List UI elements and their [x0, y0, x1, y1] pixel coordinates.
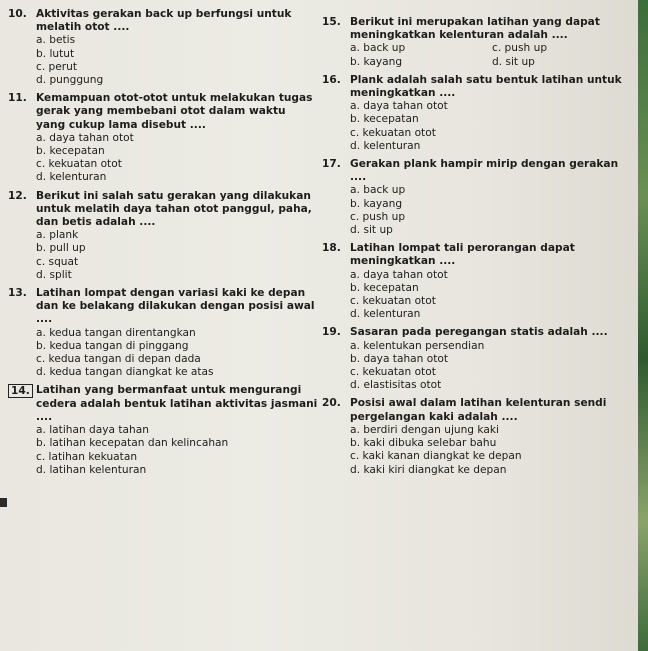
options-row — [322, 56, 634, 69]
question-19 — [322, 326, 634, 392]
question-text: Posisi awal dalam latihan kelenturan sendi pergelangan kaki adalah .... — [350, 397, 607, 423]
option-b[interactable]: b. lutut — [36, 47, 75, 60]
option-b[interactable]: b. kedua tangan di pinggang — [36, 339, 189, 352]
right-column — [322, 16, 634, 482]
question-text: Latihan lompat dengan variasi kaki ke depan dan ke belakang dilakukan dengan posisi awal .... — [36, 287, 315, 326]
option-c[interactable]: c. kedua tangan di depan dada — [36, 353, 201, 366]
question-text: Aktivitas gerakan back up berfungsi untuk melatih otot .... — [36, 8, 292, 34]
option-b[interactable]: b. kecepatan — [36, 145, 105, 158]
option-a[interactable]: a. daya tahan otot — [36, 131, 134, 144]
question-text: Plank adalah salah satu bentuk latihan untuk meningkatkan .... — [350, 73, 622, 100]
question-11 — [8, 92, 318, 184]
question-number: 10. — [8, 8, 27, 20]
option-d[interactable]: d. sit up — [492, 55, 535, 68]
question-text: Latihan lompat tali perorangan dapat meningkatkan .... — [350, 242, 575, 268]
option-b[interactable]: b. kaki dibuka selebar bahu — [350, 437, 497, 450]
option-b[interactable]: b. daya tahan otot — [350, 352, 449, 365]
question-number: 12. — [8, 189, 27, 202]
question-13 — [8, 287, 318, 379]
question-20 — [322, 397, 634, 476]
margin-mark — [0, 498, 7, 507]
option-d[interactable]: d. kedua tangan diangkat ke atas — [36, 366, 214, 379]
question-text: Latihan yang bermanfaat untuk mengurangi cedera adalah bentuk latihan aktivitas jasmani .... — [36, 384, 318, 423]
option-c[interactable]: c. squat — [36, 255, 79, 268]
option-c[interactable]: c. perut — [36, 60, 78, 73]
option-c[interactable]: c. kekuatan otot — [350, 126, 436, 139]
option-b[interactable]: b. kecepatan — [350, 113, 419, 126]
option-b[interactable]: b. kecepatan — [350, 281, 419, 294]
question-number: 11. — [8, 92, 27, 105]
option-c[interactable]: c. kekuatan otot — [350, 366, 436, 379]
question-16 — [322, 74, 634, 153]
option-a[interactable]: a. plank — [36, 229, 79, 242]
question-number: 13. — [8, 287, 27, 300]
option-d[interactable]: d. kelenturan — [350, 308, 421, 321]
question-12 — [8, 190, 318, 282]
option-a[interactable]: a. back up — [350, 42, 406, 55]
option-d[interactable]: d. latihan kelenturan — [36, 463, 147, 476]
option-b[interactable]: b. pull up — [36, 242, 86, 255]
question-text: Kemampuan otot-otot untuk melakukan tugas gerak yang membebani otot dalam waktu yang cukup lama disebut .... — [36, 92, 313, 131]
option-a[interactable]: a. kedua tangan direntangkan — [36, 326, 196, 339]
option-d[interactable]: d. kaki kiri diangkat ke depan — [350, 463, 507, 476]
question-text: Gerakan plank hampir mirip dengan gerakan .... — [350, 158, 619, 184]
option-c[interactable]: c. push up — [492, 42, 548, 55]
question-text: Sasaran pada peregangan statis adalah .... — [350, 326, 608, 339]
question-17 — [322, 158, 634, 237]
question-14 — [8, 384, 318, 476]
option-a[interactable]: a. daya tahan otot — [350, 268, 448, 281]
option-a[interactable]: a. betis — [36, 34, 76, 47]
left-column — [8, 8, 318, 482]
option-a[interactable]: a. latihan daya tahan — [36, 424, 149, 437]
options-row — [322, 42, 634, 55]
question-number: 15. — [322, 16, 341, 28]
option-d[interactable]: d. punggung — [36, 74, 104, 87]
question-number: 17. — [322, 158, 341, 171]
option-a[interactable]: a. kelentukan persendian — [350, 339, 485, 352]
option-d[interactable]: d. kelenturan — [36, 171, 107, 184]
question-text: Berikut ini merupakan latihan yang dapat meningkatkan kelenturan adalah .... — [350, 16, 600, 42]
question-10 — [8, 8, 318, 87]
page-edge-strip — [638, 0, 648, 651]
option-c[interactable]: c. push up — [350, 210, 406, 223]
question-15 — [322, 16, 634, 69]
option-c[interactable]: c. kaki kanan diangkat ke depan — [350, 450, 522, 463]
question-number: 20. — [322, 397, 341, 410]
option-d[interactable]: d. split — [36, 268, 72, 281]
question-number: 19. — [322, 326, 341, 339]
option-c[interactable]: c. kekuatan otot — [350, 295, 436, 308]
option-d[interactable]: d. kelenturan — [350, 139, 421, 152]
option-c[interactable]: c. latihan kekuatan — [36, 450, 138, 463]
option-b[interactable]: b. latihan kecepatan dan kelincahan — [36, 437, 229, 450]
question-number: 16. — [322, 73, 341, 86]
option-c[interactable]: c. kekuatan otot — [36, 158, 122, 171]
question-number-boxed: 14. — [8, 384, 33, 398]
option-a[interactable]: a. daya tahan otot — [350, 100, 448, 113]
question-18 — [322, 242, 634, 321]
option-d[interactable]: d. elastisitas otot — [350, 379, 442, 392]
question-text: Berikut ini salah satu gerakan yang dilakukan untuk melatih daya tahan otot panggul, paha, dan betis adalah .... — [36, 189, 312, 229]
option-a[interactable]: a. back up — [350, 184, 406, 197]
option-b[interactable]: b. kayang — [350, 55, 403, 68]
option-b[interactable]: b. kayang — [350, 197, 403, 210]
option-d[interactable]: d. sit up — [350, 224, 393, 237]
option-a[interactable]: a. berdiri dengan ujung kaki — [350, 423, 499, 436]
question-number: 18. — [322, 242, 341, 255]
